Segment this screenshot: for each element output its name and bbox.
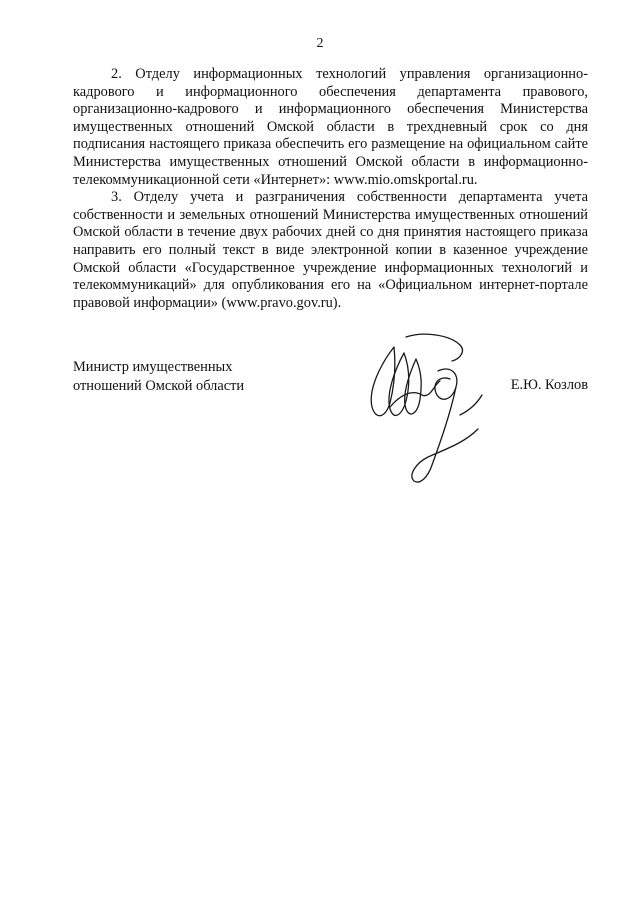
document-body [73, 66, 588, 312]
page-number: 2 [316, 36, 324, 51]
handwritten-signature [360, 325, 490, 490]
signature-drawing [360, 325, 490, 490]
signatory-title-line-2: отношений Омской области [73, 378, 245, 394]
signatory-name: Е.Ю. Козлов [510, 377, 588, 393]
signatory-title-line-1: Министр имущественных [73, 359, 233, 375]
signatory-title [73, 358, 333, 396]
paragraph-2: 2. Отделу информационных технологий управления организационно-кадрового и информационного обеспечения департамента правового, организационно-кадрового и информационного обеспечения Министерства имущественных отношений Омской области в трехдневный срок со дня подписания настоящего приказа обеспечить его размещение на официальном сайте Министерства имущественных отношений Омской области в информационно-телекоммуникационной сети «Интернет»: www.mio.omskportal.ru. [73, 66, 588, 188]
paragraph-3: 3. Отделу учета и разграничения собственности департамента учета собственности и земельных отношений Министерства имущественных отношений Омской области в течение двух рабочих дней со дня принятия настоящего приказа направить его полный текст в виде электронной копии в казенное учреждение Омской области «Государственное учреждение информационных технологий и телекоммуникаций» для опубликования его на «Официальном интернет-портале правовой информации» (www.pravo.gov.ru). [73, 189, 588, 311]
